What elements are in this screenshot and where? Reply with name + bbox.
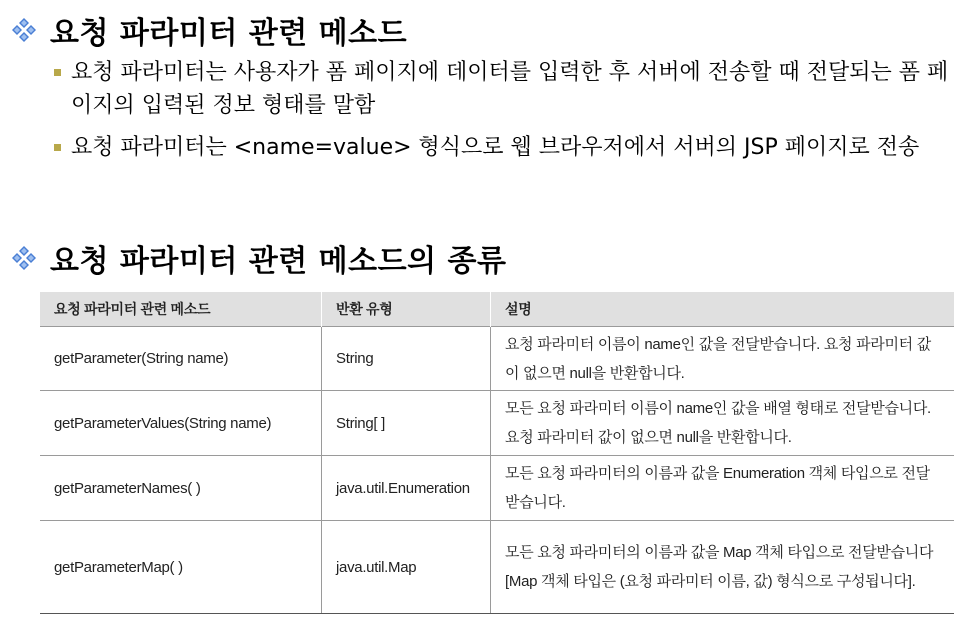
column-header: 요청 파라미터 관련 메소드 [40, 292, 322, 327]
bullet-item [54, 131, 966, 164]
column-header: 설명 [491, 292, 955, 327]
method-cell: getParameterValues(String name) [40, 391, 322, 456]
description-cell: 요청 파라미터 이름이 name인 값을 전달받습니다. 요청 파라미터 값이 없으면 null을 반환합니다. [491, 327, 955, 391]
square-bullet-icon [54, 144, 61, 151]
four-diamond-icon [10, 16, 38, 44]
section-heading-2 [10, 236, 507, 280]
heading-text: 요청 파라미터 관련 메소드의 종류 [50, 244, 507, 279]
bullet-item [54, 56, 966, 122]
return-type-cell: String[ ] [322, 391, 491, 456]
return-type-cell: java.util.Enumeration [322, 456, 491, 521]
bullet-text: 요청 파라미터는 사용자가 폼 페이지에 데이터를 입력한 후 서버에 전송할 때 전달되는 폼 페이지의 입력된 정보 형태를 말함 [71, 60, 949, 118]
method-cell: getParameterMap( ) [40, 521, 322, 614]
bullet-text: 요청 파라미터는 <name=value> 형식으로 웹 브라우저에서 서버의 JSP 페이지로 전송 [71, 135, 920, 160]
table-row [40, 521, 954, 614]
return-type-cell: java.util.Map [322, 521, 491, 614]
description-cell: 모든 요청 파라미터 이름이 name인 값을 배열 형태로 전달받습니다. 요청 파라미터 값이 없으면 null을 반환합니다. [491, 391, 955, 456]
method-cell: getParameter(String name) [40, 327, 322, 391]
return-type-cell: String [322, 327, 491, 391]
table-row [40, 327, 954, 391]
section-heading-1 [10, 8, 407, 52]
method-table [40, 292, 954, 614]
table-row [40, 456, 954, 521]
four-diamond-icon [10, 244, 38, 272]
method-cell: getParameterNames( ) [40, 456, 322, 521]
square-bullet-icon [54, 69, 61, 76]
table-row [40, 391, 954, 456]
heading-text: 요청 파라미터 관련 메소드 [50, 16, 408, 51]
description-cell: 모든 요청 파라미터의 이름과 값을 Map 객체 타입으로 전달받습니다[Map 객체 타입은 (요청 파라미터 이름, 값) 형식으로 구성됩니다]. [491, 521, 955, 614]
column-header: 반환 유형 [322, 292, 491, 327]
table-header-row [40, 292, 954, 327]
description-cell: 모든 요청 파라미터의 이름과 값을 Enumeration 객체 타입으로 전달받습니다. [491, 456, 955, 521]
